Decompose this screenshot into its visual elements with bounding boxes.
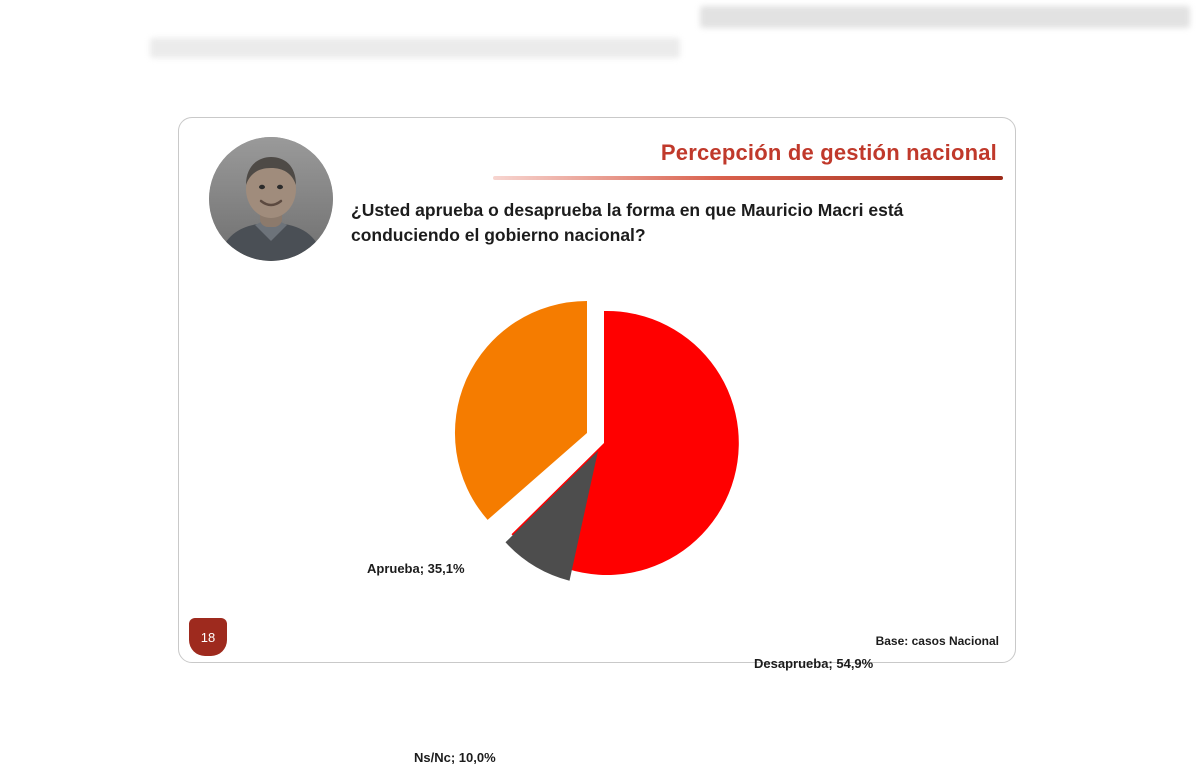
page-number-badge: 18: [189, 618, 227, 656]
top-banner-artifact-1: [700, 6, 1190, 28]
avatar: [209, 137, 333, 261]
pie-graphic: [454, 298, 744, 588]
slide-card: [178, 117, 1016, 765]
pie-label-desaprueba: Desaprueba; 54,9%: [754, 656, 874, 671]
title-divider: [493, 176, 1003, 180]
pie-label-aprueba: Aprueba; 35,1%: [367, 561, 465, 576]
top-banner-artifact-2: [150, 38, 680, 58]
base-note: Base: casos Nacional: [875, 634, 999, 648]
page-title: Percepción de gestión nacional: [660, 140, 997, 165]
pie-label-nsnc: Ns/Nc; 10,0%: [414, 750, 496, 765]
question-text: ¿Usted aprueba o desaprueba la forma en que Mauricio Macri está conduciendo el gobierno nacional?: [351, 200, 904, 245]
